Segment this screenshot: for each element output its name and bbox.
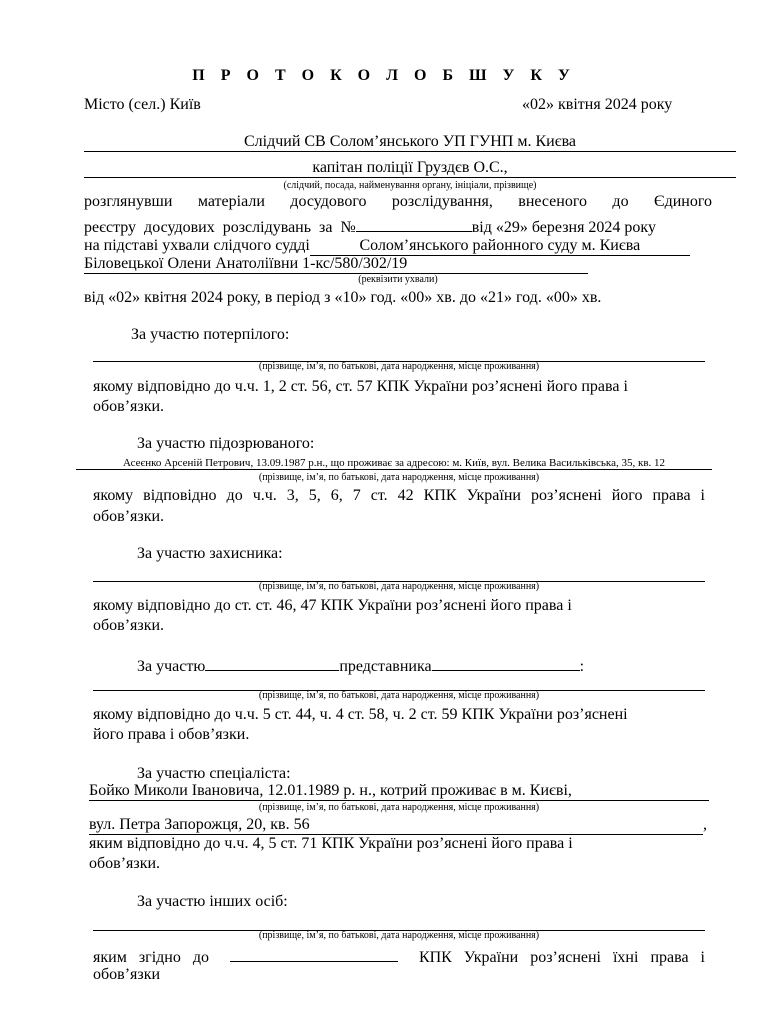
judge-name: Біловецької Олени Анатоліївни 1-кс/580/302/19: [84, 255, 588, 274]
document-date: «02» квітня 2024 року: [522, 96, 673, 113]
defender-field: [93, 565, 705, 582]
others-rights-1-b: КПК України роз’яснені їхні права і: [418, 949, 705, 966]
defender-heading: За участю захисника:: [137, 545, 283, 562]
victim-field: [93, 345, 705, 362]
representative-heading: [137, 654, 584, 676]
investigator-caption: (слідчий, посада, найменування органу, ініціали, прізвище): [283, 180, 537, 191]
specialist-heading: За участю спеціаліста:: [137, 765, 291, 782]
document-title: П Р О Т О К О Л О Б Ш У К У: [192, 67, 576, 84]
representative-rights-1: якому відповідно до ч.ч. 5 ст. 44, ч. 4 ст. 58, ч. 2 ст. 59 КПК України роз’яснені: [93, 706, 628, 723]
suspect-rights-2: обов’язки.: [93, 508, 165, 525]
specialist-address-row: [89, 816, 707, 835]
others-caption: (прізвище, ім’я, по батькові, дата народження, місце проживання): [258, 930, 540, 941]
city-label: Місто (сел.) Київ: [84, 96, 201, 113]
victim-rights-2: обов’язки.: [93, 398, 165, 415]
ruling-label: на підставі ухвали слідчого судді: [84, 237, 310, 254]
others-rights-2: обов’язки: [93, 966, 161, 983]
others-heading: За участю інших осіб:: [137, 893, 288, 910]
representative-caption: (прізвище, ім’я, по батькові, дата народження, місце проживання): [258, 690, 540, 701]
specialist-details-2: вул. Петра Запорожця, 20, кв. 56: [89, 816, 703, 835]
defender-caption: (прізвище, ім’я, по батькові, дата народження, місце проживання): [258, 581, 540, 592]
suspect-heading: За участю підозрюваного:: [137, 435, 315, 452]
specialist-caption: (прізвище, ім’я, по батькові, дата народження, місце проживання): [258, 802, 540, 813]
suspect-details: Асеєнко Арсеній Петрович, 13.09.1987 р.н., що проживає за адресою: м. Київ, вул. Велика Васильківська, 35, кв. 12: [76, 457, 712, 470]
body-line-3: [84, 237, 690, 256]
search-period: від «02» квітня 2024 року, в період з «10» год. «00» хв. до «21» год. «00» хв.: [84, 289, 602, 306]
body-line-2: [84, 215, 712, 237]
specialist-rights-2: обов’язки.: [89, 855, 161, 872]
defender-rights-2: обов’язки.: [93, 617, 165, 634]
representative-rights-2: його права і обов’язки.: [93, 726, 250, 743]
representative-heading-a: За участю: [137, 658, 206, 675]
registry-number-field: [356, 215, 472, 232]
body-line-1: розглянувши матеріали досудового розслідування, внесеного до Єдиного: [84, 193, 712, 210]
registry-label: реєстру досудових розслідувань за №: [84, 219, 356, 236]
defender-rights-1: якому відповідно до ст. ст. 46, 47 КПК України роз’яснені його права і: [93, 597, 572, 614]
representative-party-field: [205, 654, 339, 671]
representative-colon: :: [579, 658, 585, 675]
victim-heading: За участю потерпілого:: [131, 326, 290, 343]
representative-field: [93, 674, 705, 691]
others-rights-1-a: яким згідно до: [93, 949, 209, 966]
registry-date: від «29» березня 2024 року: [471, 219, 656, 236]
others-code-field: [230, 945, 398, 962]
ruling-caption: (реквізити ухвали): [358, 274, 438, 285]
suspect-rights-1: якому відповідно до ч.ч. 3, 5, 6, 7 ст. 42 КПК України роз’яснені його права і: [93, 487, 705, 504]
specialist-comma: ,: [703, 816, 707, 833]
investigator-line-1: Слідчий СВ Солом’янського УП ГУНП м. Києва: [84, 133, 736, 152]
representative-heading-b: представника: [339, 658, 432, 675]
others-rights-1: [93, 945, 705, 967]
specialist-rights-1: яким відповідно до ч.ч. 4, 5 ст. 71 КПК України роз’яснені його права і: [89, 835, 573, 852]
investigator-line-2: капітан поліції Груздєв О.С.,: [84, 159, 736, 178]
victim-rights-1: якому відповідно до ч.ч. 1, 2 ст. 56, ст. 57 КПК України роз’яснені його права і: [93, 378, 628, 395]
suspect-caption: (прізвище, ім’я, по батькові, дата народження, місце проживання): [258, 472, 540, 483]
victim-caption: (прізвище, ім’я, по батькові, дата народження, місце проживання): [258, 361, 540, 372]
court-name: Солом’янського районного суду м. Києва: [310, 237, 690, 256]
representative-name-field: [432, 654, 580, 671]
others-field: [93, 914, 705, 931]
specialist-details-1: Бойко Миколи Івановича, 12.01.1989 р. н., котрий проживає в м. Києві,: [89, 782, 709, 801]
